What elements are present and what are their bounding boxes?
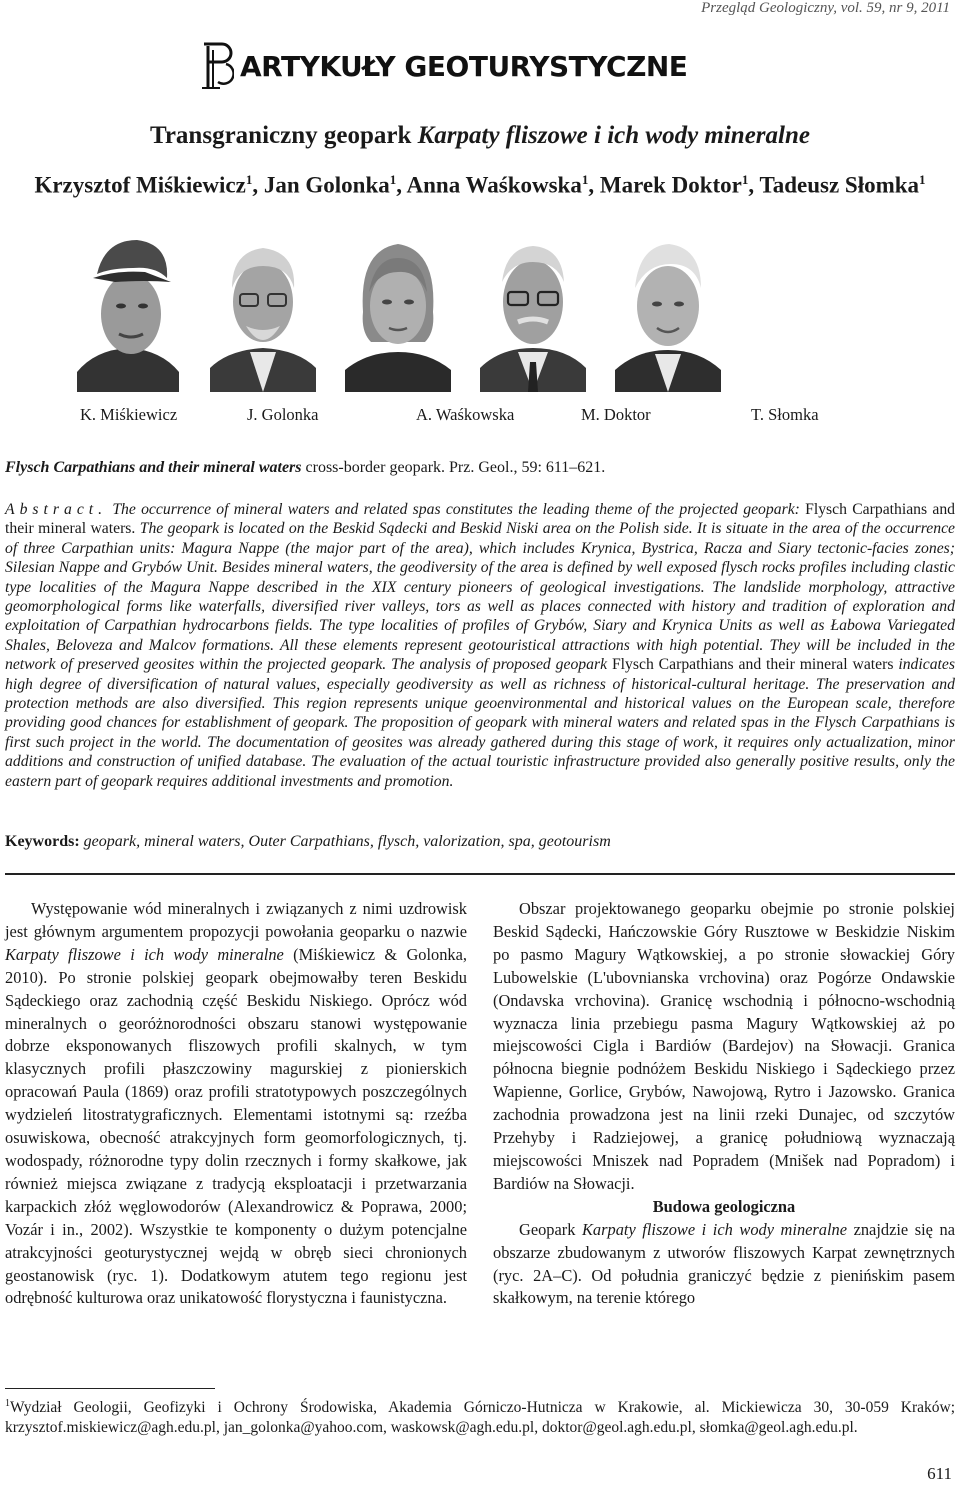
reference-title: Flysch Carpathians and their mineral waters	[5, 459, 302, 476]
paragraph-italic: Karpaty fliszowe i ich wody mineralne	[5, 944, 284, 964]
abstract-text: indicates high degree of diversification of natural values, especially geodiversity as well as richness of historical-cultural heritage. The preservation and protection methods are also diversified. This region represents unique geoenvironmental and historical values on the European scale, therefore providing good chances for establishment of geopark. The proposition of geopark with mineral waters and related spas in the Flysch Carpathians is first such project in the world. The documentation of geosites was already gathered during this stage of work, it requires only actualization, minor additions and construction of unified database. The evaluation of the actual touristic infrastructure provided also generally positive results, only the eastern part of geopark requires additional investments and promotion.	[5, 656, 955, 790]
footnote-text: Wydział Geologii, Geofizyki i Ochrony Środowiska, Akademia Górniczo-Hutnicza w Krakowie, al. Mickiewicza 30, 30-059 Kraków; krzysztof.miskiewicz@agh.edu.pl, jan_golonka@yahoo.com, waskowsk@agh.edu.pl, doktor@geol.agh.edu.pl, słomka@geol.agh.edu.pl.	[5, 1399, 955, 1436]
photo-caption: M. Doktor	[581, 405, 651, 424]
title-italic: Karpaty fliszowe i ich wody mineralne	[417, 122, 810, 149]
author: Krzysztof Miśkiewicz	[34, 172, 246, 198]
journal-logo-icon	[198, 40, 234, 92]
paragraph-text: znajdzie się na obszarze zbudowanym z utworów fliszowych Karpat zewnętrznych (ryc. 2A–C). Od południa graniczyć będzie z pienińskim pasem skałkowym, na terenie którego	[493, 1219, 955, 1308]
photo-caption: K. Miśkiewicz	[80, 405, 178, 424]
page-number: 611	[927, 1464, 952, 1483]
author: Marek Doktor	[599, 172, 742, 198]
paragraph-text: Występowanie wód mineralnych i związanych z nimi uzdrowisk jest głównym argumentem propozycji powołania geoparku o nazwie	[5, 899, 467, 941]
author-sup: 1	[741, 172, 749, 187]
journal-header: Przegląd Geologiczny, vol. 59, nr 9, 2011	[701, 0, 950, 16]
author-photo-4	[480, 222, 586, 392]
abstract	[5, 500, 955, 791]
footnote	[5, 1394, 955, 1437]
photo-captions	[0, 405, 960, 429]
author: Tadeusz Słomka	[759, 172, 920, 198]
section-divider	[5, 873, 955, 875]
footnote-divider	[5, 1388, 215, 1389]
body-column-right	[493, 898, 955, 1310]
author-photo-2	[210, 222, 316, 392]
author-sup: 1	[389, 172, 397, 187]
section-heading: Budowa geologiczna	[652, 1196, 796, 1216]
reference-rest: cross-border geopark. Prz. Geol., 59: 611–621.	[301, 459, 606, 476]
author-sup: 1	[581, 172, 589, 187]
paragraph-text: (Miśkiewicz & Golonka, 2010). Po stronie polskiej geopark obejmowałby teren Beskidu Sądeckiego oraz zachodnią część Beskidu Niskiego. Oprócz wód mineralnych o georóżnorodności obszaru stanowi występowanie dobrze eksponowanych fliszowych profili skalnych, w tym klasycznych profili płaszczowiny magurskiej z pionierskich opracowań Paula (1869) oraz profili stratotypowych poszczególnych wydzieleń litostratygraficznych. Elementami istotnymi są: rzeźba osuwiskowa, obecność atrakcyjnych form geomorfologicznych, tj. wodospady, różnorodne typy dolin rzecznych i formy skałkowe, jak również miejsca związane z tradycją eksploatacji i przetwarzania karpackich złóż węglowodorów (Alexandrowicz & Poprawa, 2000; Vozár i in., 2002). Wszystkie te komponenty o dużym potencjalne atrakcyjności geoturystycznej wejdą w obręb sieci chronionych geostanowisk (ryc. 1). Dodatkowym atutem tego regionu jest odrębność kulturowa oraz unikatowość florystyczna i faunistyczna.	[5, 944, 467, 1308]
author-photo-3	[345, 222, 451, 392]
article-title	[0, 122, 960, 150]
title-prefix: Transgraniczny geopark	[150, 122, 418, 149]
author-sup: 1	[919, 172, 926, 187]
author-photo-1	[75, 222, 181, 392]
abstract-text: The occurrence of mineral waters and related spas constitutes the leading theme of the projected geopark:	[107, 501, 806, 518]
paragraph-italic: Karpaty fliszowe i ich wody mineralne	[582, 1219, 848, 1239]
author: Anna Waśkowska	[406, 172, 582, 198]
citation-reference	[5, 459, 605, 477]
abstract-text: Flysch Carpathians and their mineral waters	[611, 656, 894, 674]
keywords	[5, 833, 611, 851]
abstract-text: The geopark is located on the Beskid Sądecki and Beskid Niski area on the Polish side. It is situate in the area of the occurrence of three Carpathian units: Magura Nappe (the major part of the area), which includes Krynica, Bystrica, Racza and Siary tectonic-facies zones; Silesian Nappe and Grybów Unit. Besides mineral waters, the geodiversity of the area is defined by well exposed flysch rocks profiles including clastic type localities of the Magura Nappe described in the XIX century pioneers of geological investigations. The landslide morphology, attractive geomorphological forms like waterfalls, diversified river valleys, tors as well as places connected with history and tradition of exploration and exploitation of Carpathian hydrocarbons fields. The type localities of profiles of Grybów, Siary and Krynica Units as well as Łabowa Variegated Shales, Beloveza and Malcov formations. All these elements represent geotouristical attractions with high potential. They will be included in the network of preserved geosites within the projected geopark. The analysis of proposed geopark	[5, 520, 955, 674]
author-photo-5	[615, 222, 721, 392]
section-header	[198, 40, 687, 92]
body-column-left	[5, 898, 467, 1310]
photo-caption: T. Słomka	[751, 405, 819, 424]
author-sup: 1	[245, 172, 253, 187]
abstract-text: Flysch Carpathians and their mineral waters.	[5, 501, 956, 538]
section-title: ARTYKUŁY GEOTURYSTYCZNE	[240, 49, 688, 83]
abstract-label: Abstract.	[5, 501, 108, 518]
paragraph	[5, 898, 467, 1310]
photo-caption: J. Golonka	[247, 405, 319, 424]
photo-caption: A. Waśkowska	[416, 405, 515, 424]
author: Jan Golonka	[263, 172, 390, 198]
paragraph	[493, 1219, 955, 1311]
author-photos	[75, 222, 721, 392]
footnote-marker: 1	[5, 1398, 10, 1409]
author-list: Krzysztof Miśkiewicz$^1$, Jan Golonka$^1$, Anna Waśkowska$^1$, Marek Doktor$^1$, Tadeusz Słomka$^1$	[34, 172, 926, 198]
paragraph-text: Geopark	[519, 1219, 582, 1239]
keywords-text: geopark, mineral waters, Outer Carpathians, flysch, valorization, spa, geotourism	[79, 833, 611, 850]
keywords-label: Keywords:	[5, 833, 80, 850]
paragraph: Obszar projektowanego geoparku obejmie po stronie polskiej Beskid Sądecki, Hańczowskie Góry Rusztowe w Beskidzie Niskim po pasmo Magury Wątkowskiej, a po stronie słowackiej Góry Lubowelskie (L'ubovnianska vrchovina) oraz Pogórze Ondawskie (Ondavska vrchovina). Granicę wschodnią i północno-wschodnią wyznacza linia przebiegu pasma Magury Wątkowskiej aż po miejscowości Cigla i Bardiów (Bardejov) na Słowacji. Granica północna biegnie podnóżem Beskidu Niskiego i Sądeckiego przez Wapienne, Gorlice, Grybów, Nawojową, Rytro i Jazowsko. Granica zachodnia prowadzona jest na linii rzeki Dunajec, od szczytów Przehyby i Radziejowej, a granicę południową wyznaczają miejscowości Mniszek nad Popradem (Mnišek nad Popradom) i Bardiów na Słowacji.	[493, 899, 955, 1193]
